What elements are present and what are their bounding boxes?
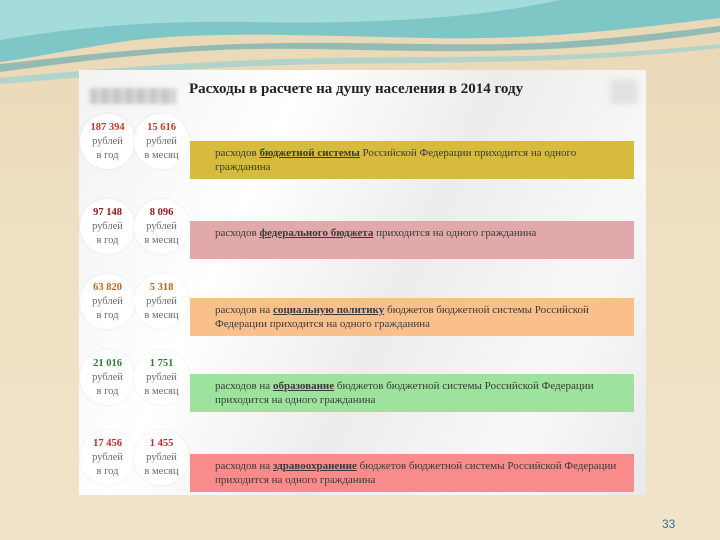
expense-description-band xyxy=(190,298,634,336)
description-text: Российской Федерации приходится на одного гражданина xyxy=(215,147,577,173)
annual-unit: рублей xyxy=(92,220,123,232)
monthly-period: в месяц xyxy=(144,465,179,477)
annual-unit: рублей xyxy=(92,135,123,147)
monthly-amount-circle xyxy=(134,430,189,485)
monthly-amount-circle xyxy=(134,199,189,254)
monthly-unit: рублей xyxy=(146,371,177,383)
expense-row xyxy=(79,430,646,502)
monthly-period: в месяц xyxy=(144,385,179,397)
annual-amount-circle xyxy=(80,274,135,329)
description-text: расходов на xyxy=(215,304,273,316)
expense-description-band xyxy=(190,141,634,179)
expense-description-band xyxy=(190,374,634,412)
description-highlight: образование xyxy=(272,380,335,392)
annual-value: 187 394 xyxy=(90,121,125,133)
monthly-unit: рублей xyxy=(146,220,177,232)
annual-unit: рублей xyxy=(92,371,123,383)
description-text: приходится на одного гражданина xyxy=(373,227,537,239)
monthly-value: 8 096 xyxy=(149,206,174,218)
expense-description-band xyxy=(190,454,634,492)
annual-value: 63 820 xyxy=(93,281,122,293)
description-text: расходов на xyxy=(215,460,273,472)
description-text: бюджетов бюджетной системы Российской Федерации приходится на одного гражданина xyxy=(215,460,617,486)
annual-period: в год xyxy=(96,465,119,477)
expense-row xyxy=(79,114,646,186)
description-text: расходов на xyxy=(215,380,273,392)
monthly-unit: рублей xyxy=(146,451,177,463)
annual-period: в год xyxy=(96,385,119,397)
annual-period: в год xyxy=(96,309,119,321)
annual-unit: рублей xyxy=(92,295,123,307)
annual-unit: рублей xyxy=(92,451,123,463)
description-highlight: федерального бюджета xyxy=(259,227,374,239)
monthly-value: 1 455 xyxy=(149,437,174,449)
annual-period: в год xyxy=(96,149,119,161)
monthly-value: 5 318 xyxy=(149,281,174,293)
description-text: расходов xyxy=(215,227,260,239)
monthly-period: в месяц xyxy=(144,309,179,321)
annual-amount-circle xyxy=(80,114,135,169)
annual-amount-circle xyxy=(80,350,135,405)
annual-value: 97 148 xyxy=(93,206,122,218)
annual-amount-circle xyxy=(80,430,135,485)
annual-period: в год xyxy=(96,234,119,246)
monthly-value: 15 616 xyxy=(147,121,176,133)
description-highlight: бюджетной системы xyxy=(259,147,360,159)
monthly-unit: рублей xyxy=(146,135,177,147)
monthly-period: в месяц xyxy=(144,234,179,246)
annual-value: 17 456 xyxy=(93,437,122,449)
blurred-logo xyxy=(90,88,176,104)
description-highlight: здравоохранение xyxy=(272,460,357,472)
annual-value: 21 016 xyxy=(93,357,122,369)
description-highlight: социальную политику xyxy=(272,304,385,316)
expense-row xyxy=(79,274,646,346)
monthly-amount-circle xyxy=(134,114,189,169)
annual-amount-circle xyxy=(80,199,135,254)
monthly-period: в месяц xyxy=(144,149,179,161)
slide-content xyxy=(79,70,646,495)
expense-row xyxy=(79,350,646,422)
expense-description-band xyxy=(190,221,634,259)
monthly-amount-circle xyxy=(134,274,189,329)
page-number: 33 xyxy=(662,517,676,531)
monthly-value: 1 751 xyxy=(149,357,174,369)
description-text: бюджетов бюджетной системы Российской Федерации приходится на одного гражданина xyxy=(215,304,589,330)
description-text: бюджетов бюджетной системы Российской Федерации приходится на одного гражданина xyxy=(215,380,594,406)
expense-row xyxy=(79,199,646,271)
monthly-amount-circle xyxy=(134,350,189,405)
monthly-unit: рублей xyxy=(146,295,177,307)
page-title: Расходы в расчете на душу населения в 2014 году xyxy=(189,81,524,97)
description-text: расходов xyxy=(215,147,260,159)
